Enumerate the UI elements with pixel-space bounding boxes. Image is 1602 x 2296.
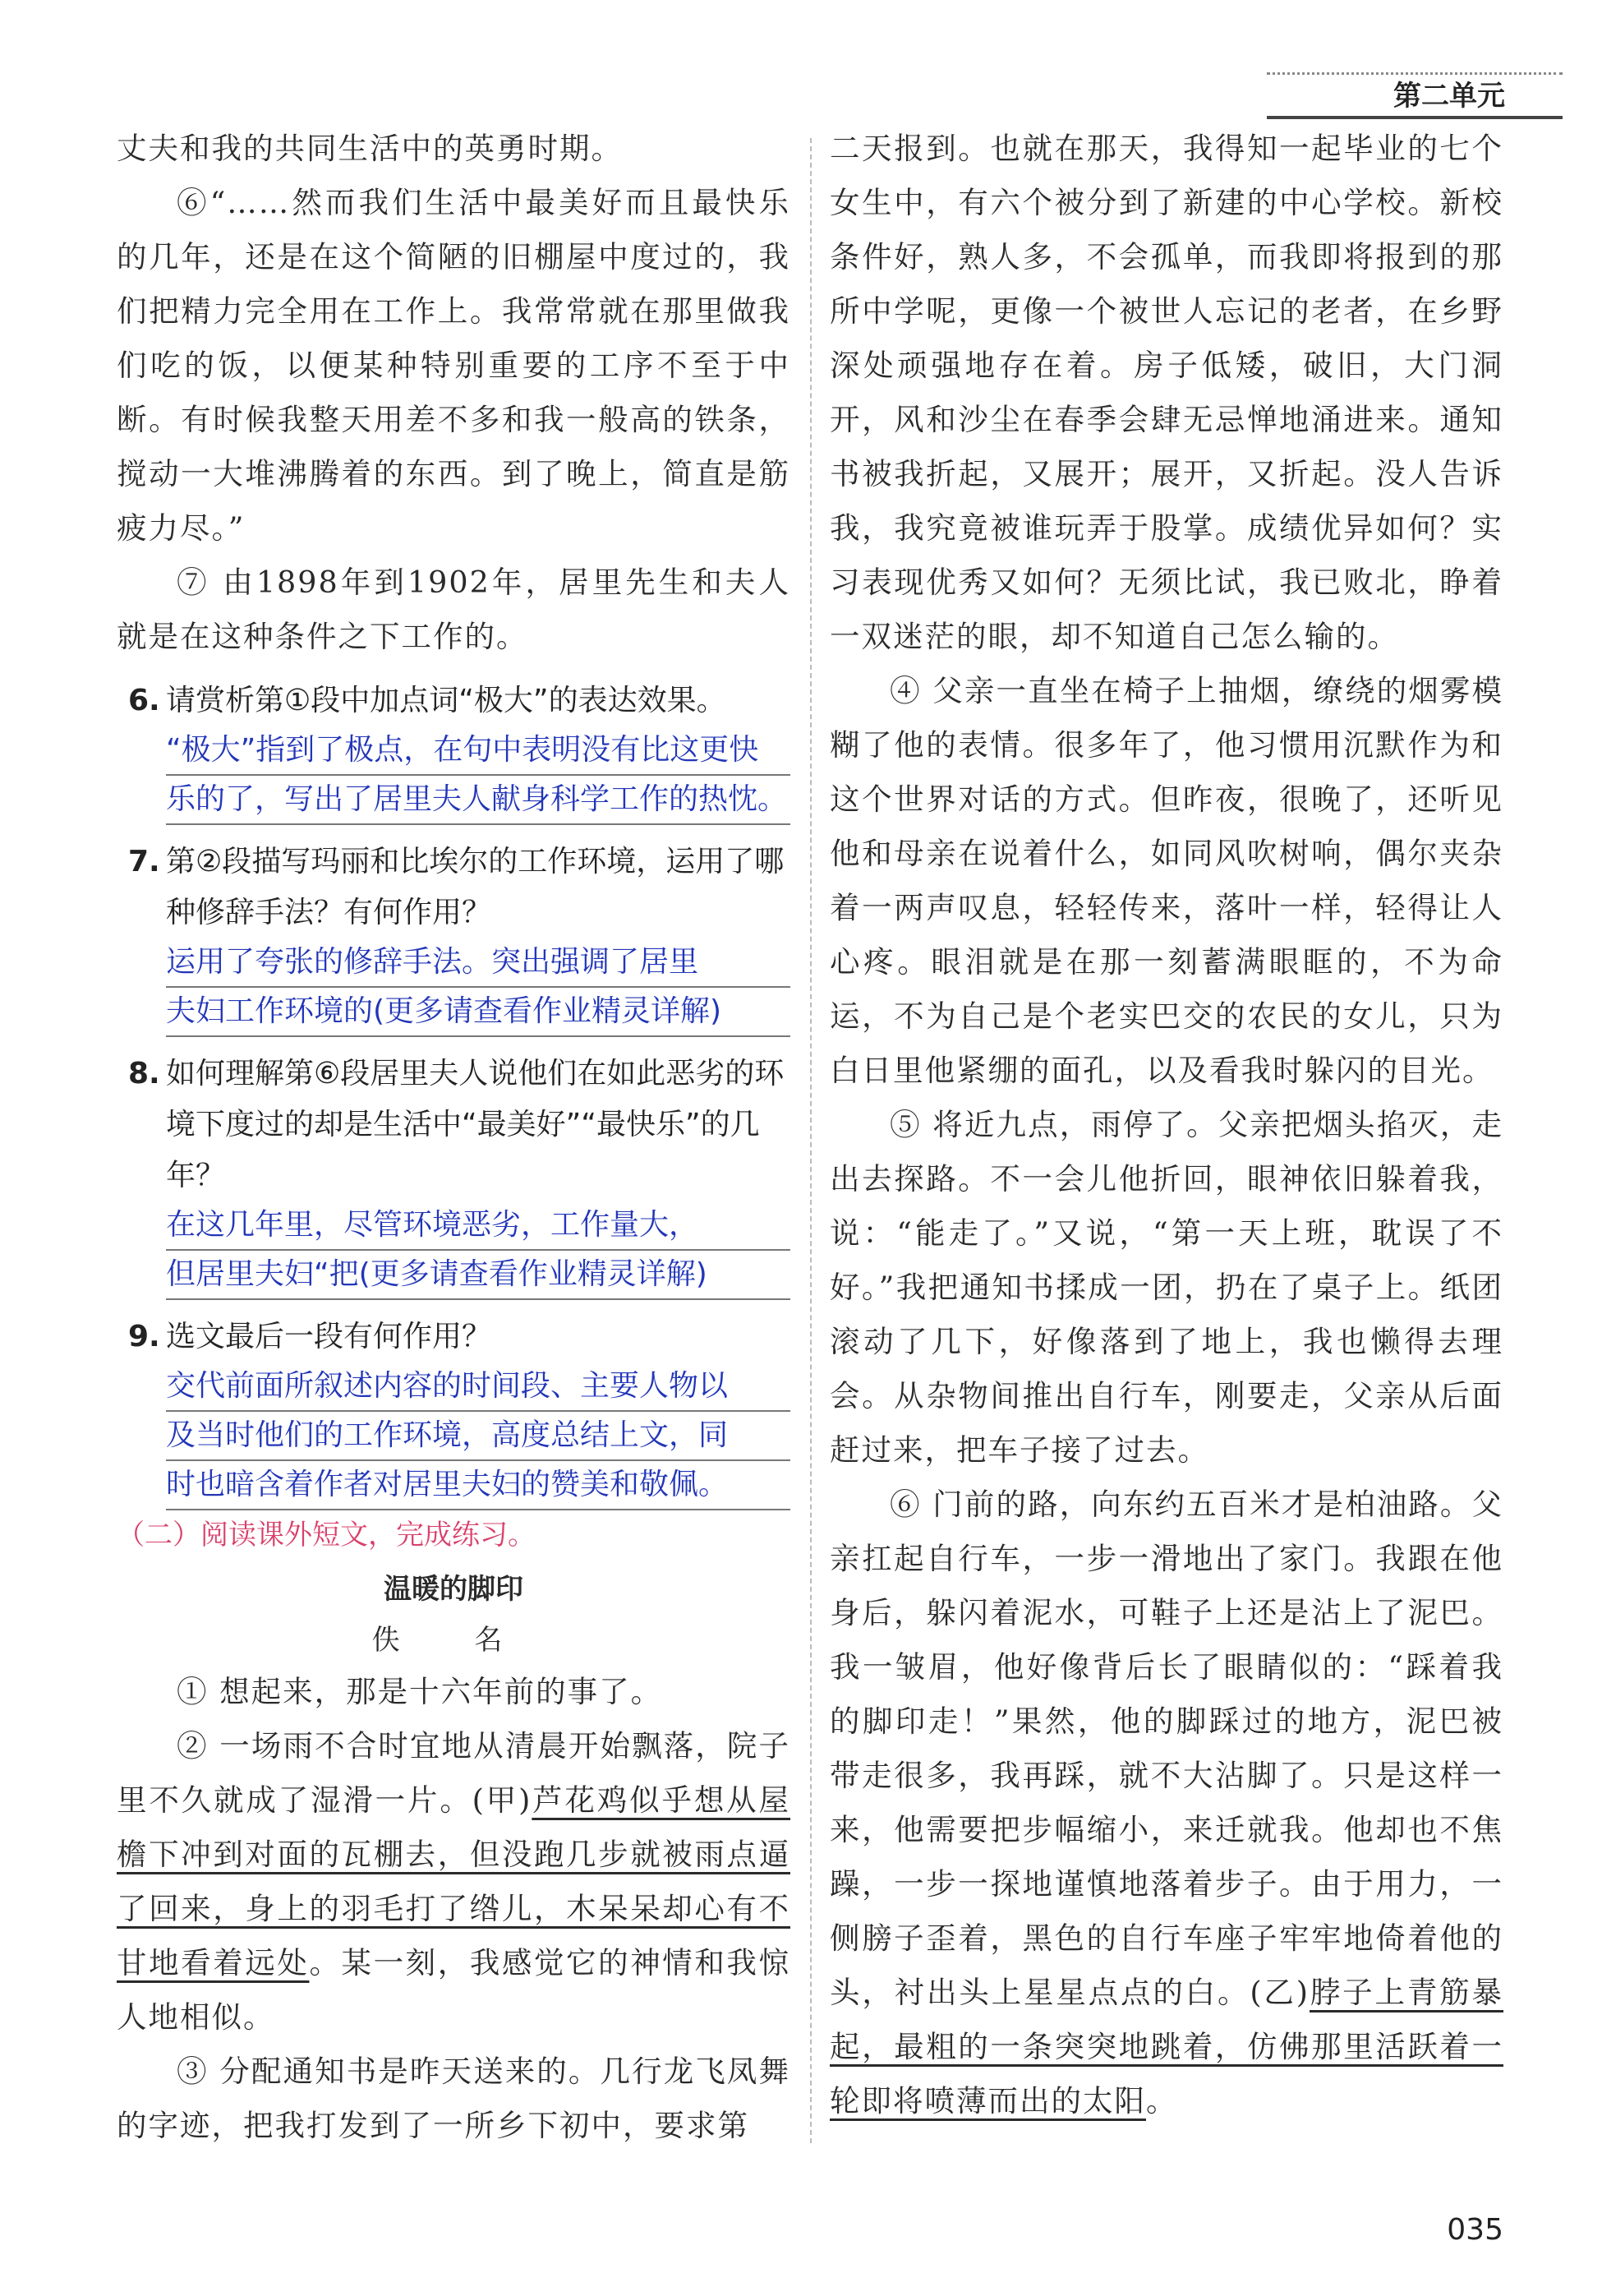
answer-line: 在这几年里，尽管环境恶劣，工作量大， [166,1201,790,1251]
passage-paragraph: ⑦ 由1898年到1902年，居里先生和夫人就是在这种条件之下工作的。 [117,565,790,654]
answer-line: 运用了夸张的修辞手法。突出强调了居里 [166,938,790,988]
question-text: 请赏析第①段中加点词“极大”的表达效果。 [166,684,726,717]
header-rule [1267,116,1563,119]
answer-line: 交代前面所叙述内容的时间段、主要人物以 [166,1362,790,1412]
column-divider [810,138,812,2143]
underlined-sentence-jia: 芦花鸡似乎想从屋檐下冲到对面的瓦棚去，但没跑几步就被雨点逼了回来，身上的羽毛打了绺儿，木呆呆却心有不甘地看着远处 [117,1782,791,1980]
unit-title: 第二单元 [1393,80,1505,113]
question-number: 7. [128,845,160,878]
passage-paragraph: ⑥“……然而我们生活中最美好而且最快乐的几年，还是在这个简陋的旧棚屋中度过的，我们把精力完全用在工作上。我常常就在那里做我们吃的饭，以便某种特别重要的工序不至于中断。有时候我整天用差不多和我一般高的铁条，搅动一大堆沸腾着的东西。到了晚上，简直是筋疲力尽。” [117,185,790,546]
story-paragraph [830,1478,1503,2128]
header-dotted-line [1267,72,1563,75]
page-number: 035 [1447,2213,1503,2247]
story-author: 佚 名 [371,1624,536,1657]
story-paragraph: ③ 分配通知书是昨天送来的。几行龙飞凤舞的字迹，把我打发到了一所乡下初中，要求第 [117,2054,790,2143]
story-text: 。某一刻，我感觉它的神情和我惊人地相似。 [117,1945,791,2035]
question-text: 选文最后一段有何作用？ [166,1320,492,1353]
answer-9 [166,1362,790,1510]
question-text: 如何理解第⑥段居里夫人说他们在如此恶劣的环境下度过的却是生活中“最美好”“最快乐”的几年？ [166,1057,785,1192]
answer-line: “极大”指到了极点，在句中表明没有比这更快 [166,726,790,776]
section-heading: （二）阅读课外短文，完成练习。 [117,1519,536,1551]
answer-7 [166,938,790,1037]
answer-line: 及当时他们的工作环境，高度总结上文，同 [166,1412,790,1461]
story-paragraph: ⑤ 将近九点，雨停了。父亲把烟头掐灭，走出去探路。不一会儿他折回，眼神依旧躲着我，说：“能走了。”又说，“第一天上班，耽误了不好。”我把通知书揉成一团，扔在了桌子上。纸团滚动了几下，好像落到了地上，我也懒得去理会。从杂物间推出自行车，刚要走，父亲从后面赶过来，把车子接了过去。 [830,1107,1503,1468]
question-8 [117,1049,790,1201]
answer-line: 时也暗含着作者对居里夫妇的赞美和敬佩。 [166,1461,790,1510]
story-paragraph: ① 想起来，那是十六年前的事了。 [177,1674,663,1709]
right-column [830,122,1503,2128]
story-text: ⑥ 门前的路，向东约五百米才是柏油路。父亲扛起自行车，一步一滑地出了家门。我跟在他身后，躲闪着泥水，可鞋子上还是沾上了泥巴。我一皱眉，他好像背后长了眼睛似的：“踩着我的脚印走！”果然，他的脚踩过的地方，泥巴被带走很多，我再踩，就不大沾脚了。只是这样一来，他需要把步幅缩小，来迁就我。他却也不焦躁，一步一探地谨慎地落着步子。由于用力，一侧膀子歪着，黑色的自行车座子牢牢地倚着他的头，衬出头上星星点点的白。(乙) [830,1487,1503,2010]
passage-paragraph: 丈夫和我的共同生活中的英勇时期。 [117,131,623,166]
question-number: 6. [128,684,160,717]
question-9 [117,1312,790,1362]
left-column [117,122,790,2153]
answer-line: 但居里夫妇“把(更多请查看作业精灵详解) [166,1251,790,1300]
story-title: 温暖的脚印 [384,1573,523,1606]
answer-6 [166,726,790,825]
story-paragraph [117,1719,790,2045]
underlined-sentence-yi: 脖子上青筋暴起，最粗的一条突突地跳着，仿佛那里活跃着一轮即将喷薄而出的太阳 [830,1975,1504,2118]
answer-8 [166,1201,790,1300]
question-6 [117,675,790,726]
story-paragraph: ④ 父亲一直坐在椅子上抽烟，缭绕的烟雾模糊了他的表情。很多年了，他习惯用沉默作为和这个世界对话的方式。但昨夜，很晚了，还听见他和母亲在说着什么，如同风吹树响，偶尔夹杂着一两声叹息，轻轻传来，落叶一样，轻得让人心疼。眼泪就是在那一刻蓄满眼眶的，不为命运，不为自己是个老实巴交的农民的女儿，只为白日里他紧绷的面孔，以及看我时躲闪的目光。 [830,673,1503,1088]
story-paragraph: 二天报到。也就在那天，我得知一起毕业的七个女生中，有六个被分到了新建的中心学校。新校条件好，熟人多，不会孤单，而我即将报到的那所中学呢，更像一个被世人忘记的老者，在乡野深处顽强地存在着。房子低矮，破旧，大门洞开，风和沙尘在春季会肆无忌惮地涌进来。通知书被我折起，又展开；展开，又折起。没人告诉我，我究竟被谁玩弄于股掌。成绩优异如何？实习表现优秀又如何？无须比试，我已败北，睁着一双迷茫的眼，却不知道自己怎么输的。 [830,131,1503,654]
answer-line: 乐的了，写出了居里夫人献身科学工作的热忱。 [166,776,790,825]
question-text: 第②段描写玛丽和比埃尔的工作环境，运用了哪种修辞手法？有何作用？ [166,845,785,929]
story-text: ② 一场雨不合时宜地从清晨开始飘落，院子里不久就成了湿滑一片。(甲) [117,1728,790,1818]
question-7 [117,837,790,938]
question-number: 9. [128,1320,160,1353]
unit-header [1267,72,1563,119]
story-text: 。 [1146,2083,1178,2118]
question-number: 8. [128,1057,160,1090]
answer-line: 夫妇工作环境的(更多请查看作业精灵详解) [166,988,790,1037]
